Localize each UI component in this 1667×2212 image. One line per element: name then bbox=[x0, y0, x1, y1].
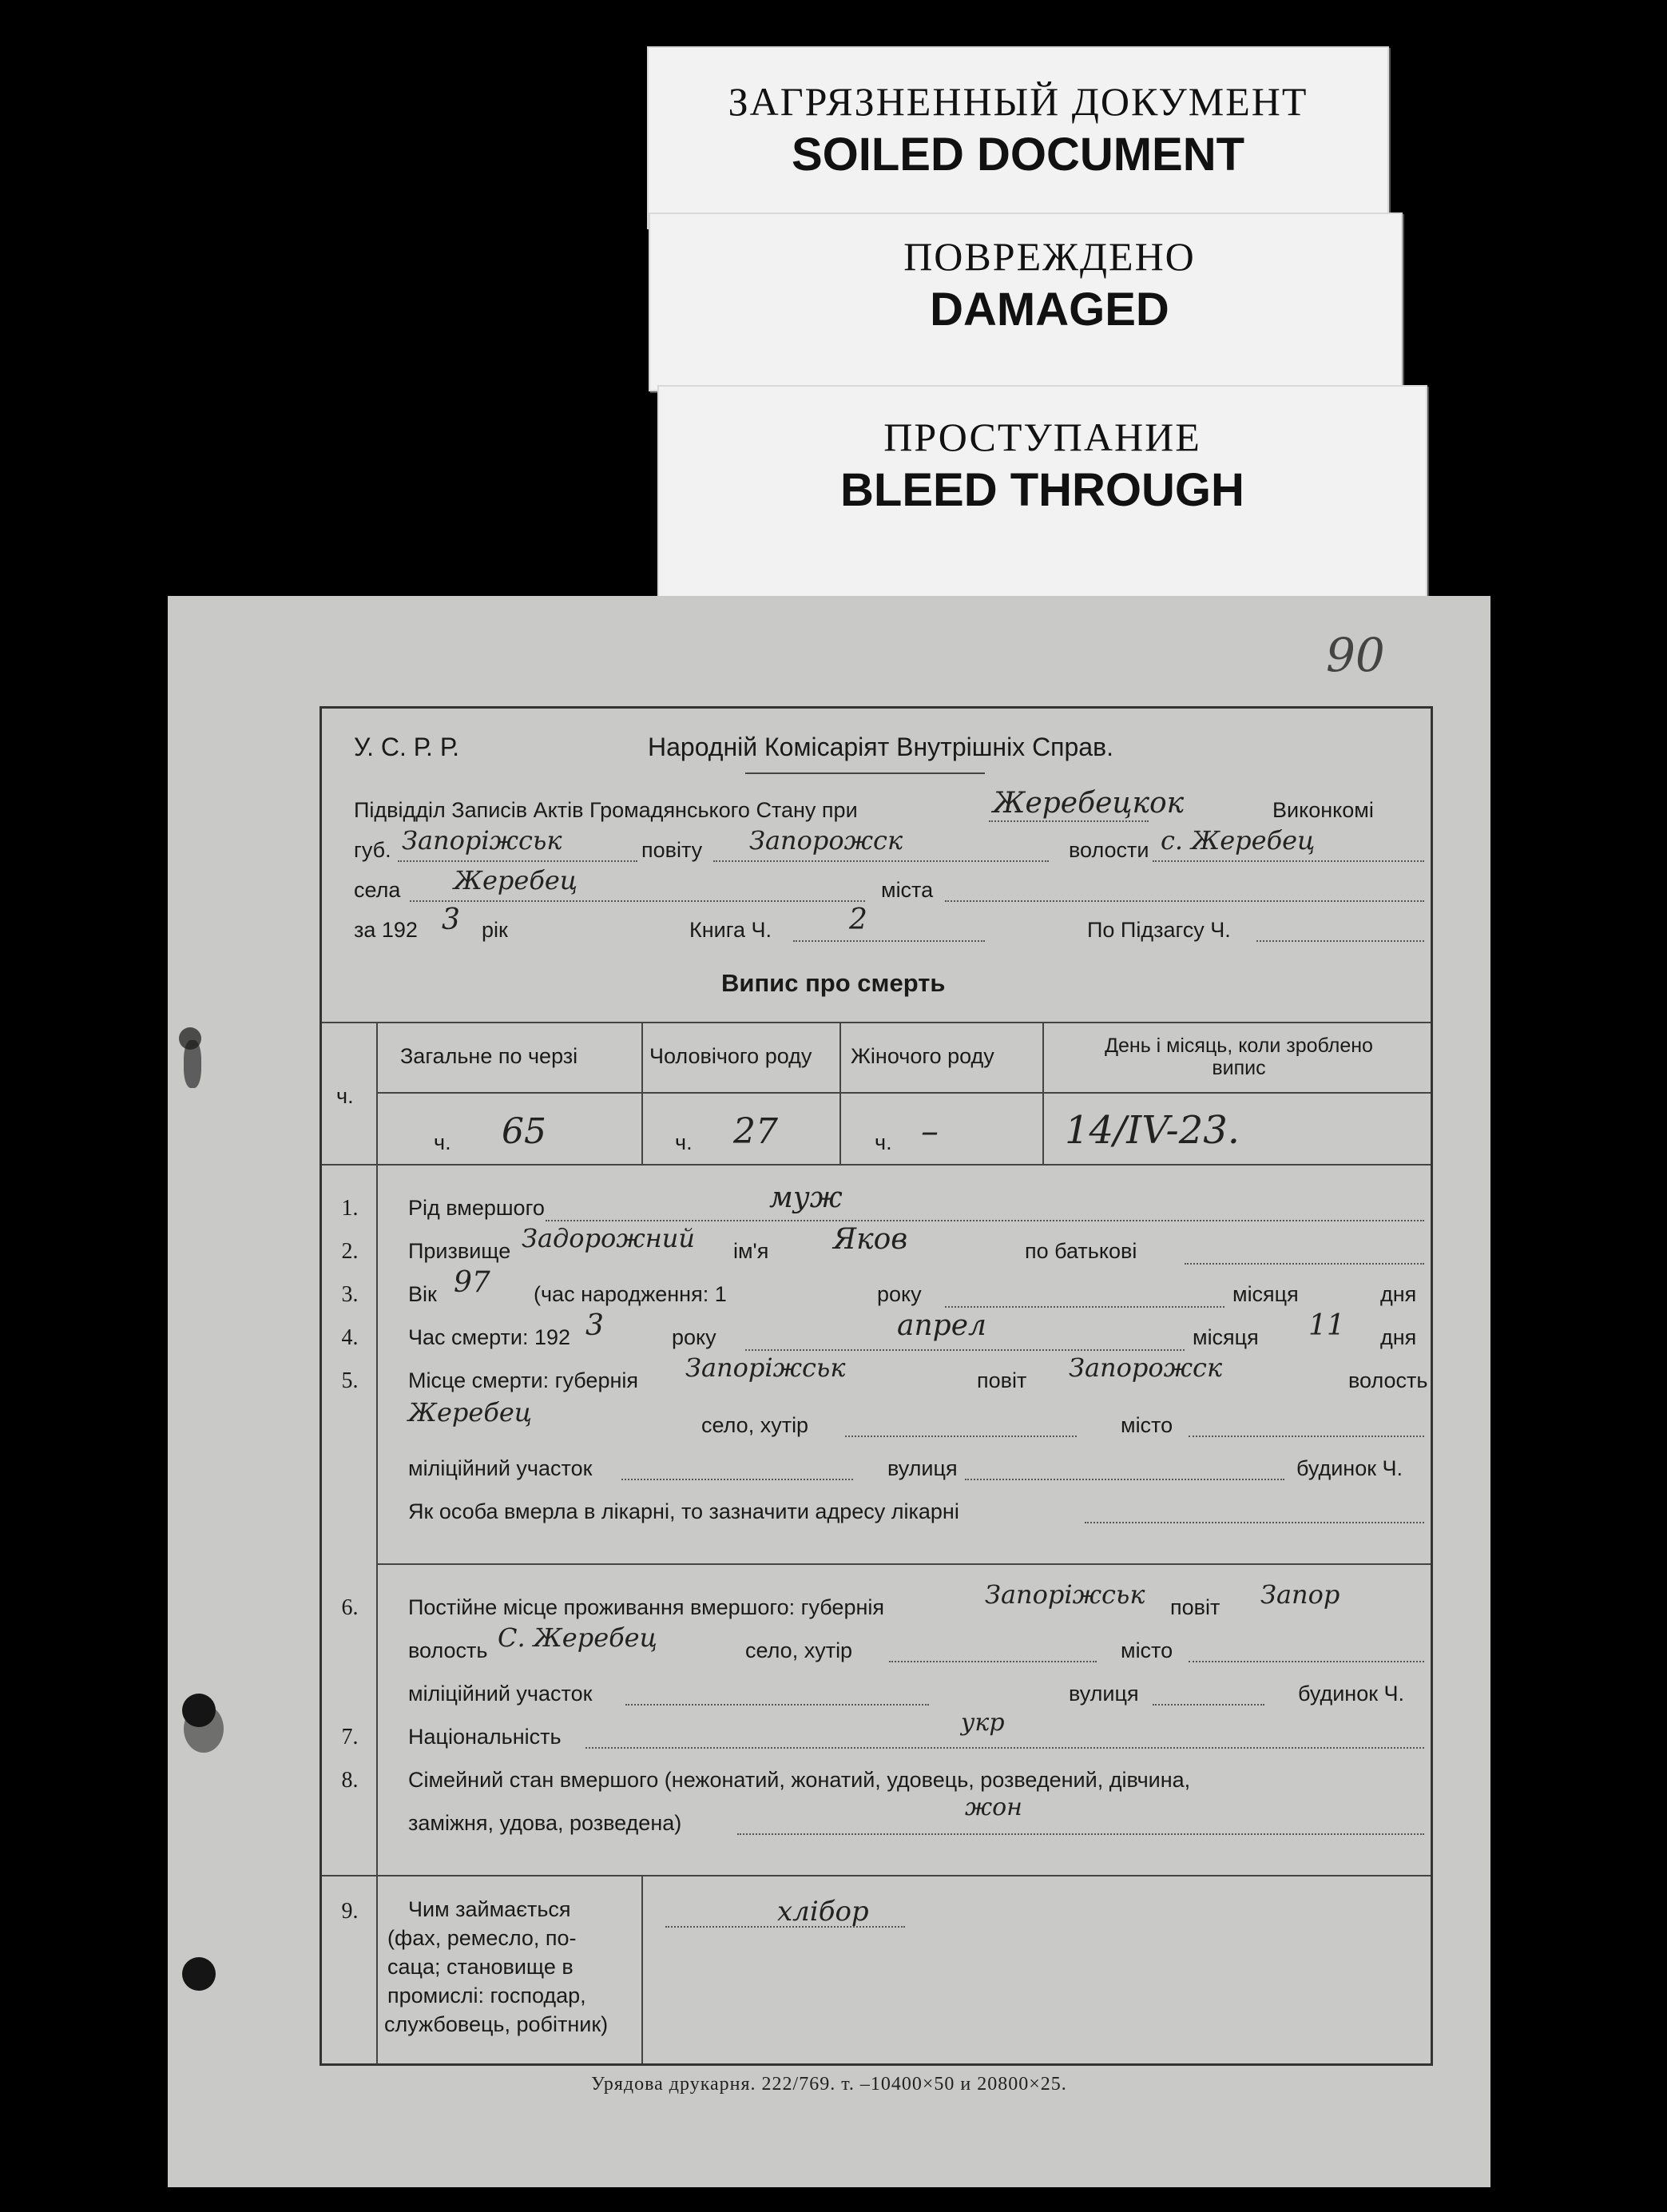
fill-line bbox=[945, 900, 1424, 902]
field-residence-volost-handwritten: С. Жеребец bbox=[498, 1622, 657, 1653]
damaged-en-label: DAMAGED bbox=[930, 284, 1169, 336]
fill-line bbox=[1189, 1661, 1424, 1662]
field-death-year-handwritten: 3 bbox=[585, 1309, 604, 1342]
table-divider bbox=[641, 1875, 643, 2063]
field-death-police-label: міліційний участок bbox=[408, 1456, 593, 1480]
field-death-month-label: місяця bbox=[1193, 1325, 1259, 1349]
section-rule bbox=[322, 1875, 1431, 1876]
sub-register-label: По Підзагсу Ч. bbox=[1087, 918, 1231, 942]
povit-label: повіту bbox=[641, 838, 703, 862]
table-divider bbox=[1042, 1022, 1044, 1164]
field-residence-street-label: вулиця bbox=[1069, 1682, 1139, 1706]
soiled-ru-label: ЗАГРЯЗНЕННЫЙ ДОКУМЕНТ bbox=[728, 79, 1308, 124]
fill-line bbox=[1085, 1522, 1424, 1523]
field-number: 7. bbox=[341, 1725, 359, 1749]
field-death-povit-handwritten: Запорожск bbox=[1069, 1352, 1223, 1383]
field-birth-day-label: дня bbox=[1380, 1282, 1417, 1306]
field-birth-year-label: року bbox=[877, 1282, 922, 1306]
bleed-ru-label: ПРОСТУПАНИЕ bbox=[883, 415, 1201, 459]
general-handwritten: 65 bbox=[502, 1111, 546, 1152]
male-handwritten: 27 bbox=[733, 1111, 778, 1152]
fill-line bbox=[989, 820, 1149, 822]
field-marital-label: Сімейний стан вмершого (нежонатий, жонатий, удовець, розведений, дівчина, bbox=[408, 1768, 1191, 1792]
fill-line bbox=[1185, 1263, 1424, 1265]
section-rule bbox=[376, 1563, 1431, 1565]
povit-handwritten: Запорожск bbox=[749, 825, 903, 856]
fill-line bbox=[889, 1661, 1097, 1662]
field-patronymic-label: по батькові bbox=[1025, 1239, 1137, 1263]
fill-line bbox=[713, 860, 1049, 862]
damaged-card bbox=[649, 212, 1403, 391]
field-occupation-line4: промислі: господар, bbox=[387, 1984, 586, 2007]
selo-label: села bbox=[354, 878, 401, 902]
fill-line bbox=[745, 1349, 1185, 1351]
soiled-document-card bbox=[647, 46, 1389, 229]
table-bottom-rule bbox=[322, 1164, 1431, 1166]
year-suffix: рік bbox=[482, 918, 508, 942]
field-number: 2. bbox=[341, 1239, 359, 1264]
table-ch-label: ч. bbox=[336, 1084, 354, 1108]
year-label: за 192 bbox=[354, 918, 418, 942]
male-ch-label: ч. bbox=[675, 1130, 693, 1154]
soiled-en-label: SOILED DOCUMENT bbox=[791, 129, 1245, 181]
col-general-header: Загальне по черзі bbox=[400, 1044, 578, 1068]
printer-footer: Урядова друкарня. 222/769. т. –10400×50 и 20800×25. bbox=[591, 2074, 1067, 2095]
document-page bbox=[168, 596, 1490, 2187]
punch-hole bbox=[182, 1957, 216, 1991]
field-residence-povit-handwritten: Запор bbox=[1260, 1579, 1340, 1610]
field-occupation-line3: саца; становище в bbox=[387, 1955, 574, 1979]
fill-line bbox=[665, 1926, 905, 1928]
state-abbrev: У. С. Р. Р. bbox=[354, 733, 460, 761]
stain-mark bbox=[184, 1705, 224, 1753]
book-label: Книга Ч. bbox=[689, 918, 772, 942]
field-death-month-handwritten: апрел bbox=[897, 1309, 986, 1342]
field-gender-label: Рід вмершого bbox=[408, 1196, 545, 1220]
field-birth-month-label: місяця bbox=[1232, 1282, 1299, 1306]
fill-line bbox=[546, 1220, 1424, 1221]
field-death-time-label: Час смерти: 192 bbox=[408, 1325, 571, 1349]
fill-line bbox=[1153, 860, 1424, 862]
date-handwritten: 14/IV-23. bbox=[1065, 1108, 1240, 1153]
field-number: 8. bbox=[341, 1768, 359, 1793]
field-death-selo-label: село, хутір bbox=[701, 1413, 809, 1437]
field-residence-volost-label: волость bbox=[408, 1638, 488, 1662]
fill-line bbox=[621, 1479, 853, 1480]
fill-line bbox=[945, 1306, 1224, 1308]
book-handwritten: 2 bbox=[849, 903, 867, 936]
fill-line bbox=[737, 1833, 1424, 1835]
gub-label: губ. bbox=[354, 838, 391, 862]
volost-label: волости bbox=[1069, 838, 1149, 862]
fill-line bbox=[793, 940, 985, 942]
bleed-through-card bbox=[657, 385, 1427, 598]
fill-line bbox=[585, 1747, 1424, 1749]
field-death-misto-label: місто bbox=[1121, 1413, 1173, 1437]
field-marital-label-cont: заміжня, удова, розведена) bbox=[408, 1811, 682, 1835]
gub-handwritten: Запоріжськ bbox=[402, 825, 562, 856]
field-age-handwritten: 97 bbox=[454, 1266, 490, 1299]
col-date-header: День і місяць, коли зроблено випис bbox=[1105, 1035, 1373, 1079]
fill-line bbox=[1153, 1704, 1264, 1706]
field-residence-povit-label: повіт bbox=[1170, 1595, 1220, 1619]
field-nationality-handwritten: укр bbox=[961, 1709, 1005, 1737]
subdept-label: Підвідділ Записів Актів Громадянського Стану при bbox=[354, 798, 858, 822]
year-handwritten: 3 bbox=[442, 903, 460, 936]
fill-line bbox=[965, 1479, 1284, 1480]
field-occupation-line1: Чим займається bbox=[408, 1897, 571, 1921]
field-number: 3. bbox=[341, 1282, 359, 1307]
header-rule bbox=[745, 772, 985, 774]
field-gender-handwritten: муж bbox=[769, 1181, 843, 1214]
field-marital-handwritten: жон bbox=[965, 1793, 1022, 1821]
field-number: 5. bbox=[341, 1368, 359, 1393]
table-top-rule bbox=[322, 1022, 1431, 1023]
female-handwritten: – bbox=[921, 1111, 939, 1152]
field-death-selo-handwritten: Жеребец bbox=[408, 1397, 533, 1428]
field-surname-handwritten: Задорожний bbox=[522, 1223, 695, 1253]
table-header-rule bbox=[376, 1092, 1431, 1094]
field-number: 4. bbox=[341, 1325, 359, 1350]
field-death-gub-handwritten: Запоріжськ bbox=[685, 1352, 846, 1383]
field-residence-police-label: міліційний участок bbox=[408, 1682, 593, 1706]
volost-handwritten: с. Жеребец bbox=[1161, 825, 1316, 856]
field-residence-gub-handwritten: Запоріжськ bbox=[985, 1579, 1145, 1610]
field-number: 6. bbox=[341, 1595, 359, 1620]
subdept-handwritten: Жеребецкок bbox=[993, 787, 1185, 820]
commissariat-title: Народній Комісаріят Внутрішніх Справ. bbox=[648, 733, 1113, 761]
fill-line bbox=[845, 1436, 1077, 1437]
field-occupation-handwritten: хлібор bbox=[777, 1896, 869, 1928]
female-ch-label: ч. bbox=[875, 1130, 892, 1154]
death-record-form bbox=[320, 706, 1433, 2066]
col-female-header: Жіночого роду bbox=[851, 1044, 994, 1068]
document-title: Випис про смерть bbox=[721, 969, 946, 997]
field-residence-selo-label: село, хутір bbox=[745, 1638, 853, 1662]
executive-label: Виконкомі bbox=[1272, 798, 1374, 822]
table-divider bbox=[839, 1022, 841, 1164]
stain-mark bbox=[184, 1040, 201, 1088]
page-number: 90 bbox=[1326, 628, 1385, 682]
field-death-day-label: дня bbox=[1380, 1325, 1417, 1349]
field-death-year-label: року bbox=[672, 1325, 716, 1349]
table-divider bbox=[641, 1022, 643, 1164]
field-nationality-label: Національність bbox=[408, 1725, 562, 1749]
damaged-ru-label: ПОВРЕЖДЕНО bbox=[903, 234, 1196, 279]
fill-line bbox=[1256, 940, 1424, 942]
field-death-place-label: Місце смерти: губернія bbox=[408, 1368, 638, 1392]
field-name-handwritten: Яков bbox=[833, 1223, 908, 1256]
bleed-en-label: BLEED THROUGH bbox=[840, 464, 1244, 516]
field-occupation-line2: (фах, ремесло, по- bbox=[387, 1926, 577, 1950]
field-occupation-line5: службовець, робітник) bbox=[384, 2012, 609, 2036]
field-residence-label: Постійне місце проживання вмершого: губернія bbox=[408, 1595, 884, 1619]
field-residence-misto-label: місто bbox=[1121, 1638, 1173, 1662]
general-ch-label: ч. bbox=[434, 1130, 451, 1154]
field-death-house-label: будинок Ч. bbox=[1296, 1456, 1403, 1480]
col-male-header: Чоловічого роду bbox=[649, 1044, 812, 1068]
fill-line bbox=[410, 900, 865, 902]
fill-line bbox=[625, 1704, 929, 1706]
field-number: 1. bbox=[341, 1196, 359, 1221]
field-number: 9. bbox=[341, 1899, 359, 1924]
field-death-povit-label: повіт bbox=[977, 1368, 1027, 1392]
field-death-volost-label: волость bbox=[1348, 1368, 1428, 1392]
field-death-street-label: вулиця bbox=[887, 1456, 958, 1480]
field-hospital-label: Як особа вмерла в лікарні, то зазначити адресу лікарні bbox=[408, 1499, 959, 1523]
fill-line bbox=[398, 860, 637, 862]
table-divider bbox=[376, 1022, 378, 2064]
field-residence-house-label: будинок Ч. bbox=[1298, 1682, 1405, 1706]
field-name-label: ім'я bbox=[733, 1239, 769, 1263]
field-surname-label: Призвище bbox=[408, 1239, 511, 1263]
field-birth-label: (час народження: 1 bbox=[534, 1282, 727, 1306]
field-age-label: Вік bbox=[408, 1282, 437, 1306]
fill-line bbox=[1189, 1436, 1424, 1437]
field-death-day-handwritten: 11 bbox=[1308, 1309, 1345, 1342]
selo-handwritten: Жеребец bbox=[454, 865, 578, 896]
misto-label: міста bbox=[881, 878, 934, 902]
